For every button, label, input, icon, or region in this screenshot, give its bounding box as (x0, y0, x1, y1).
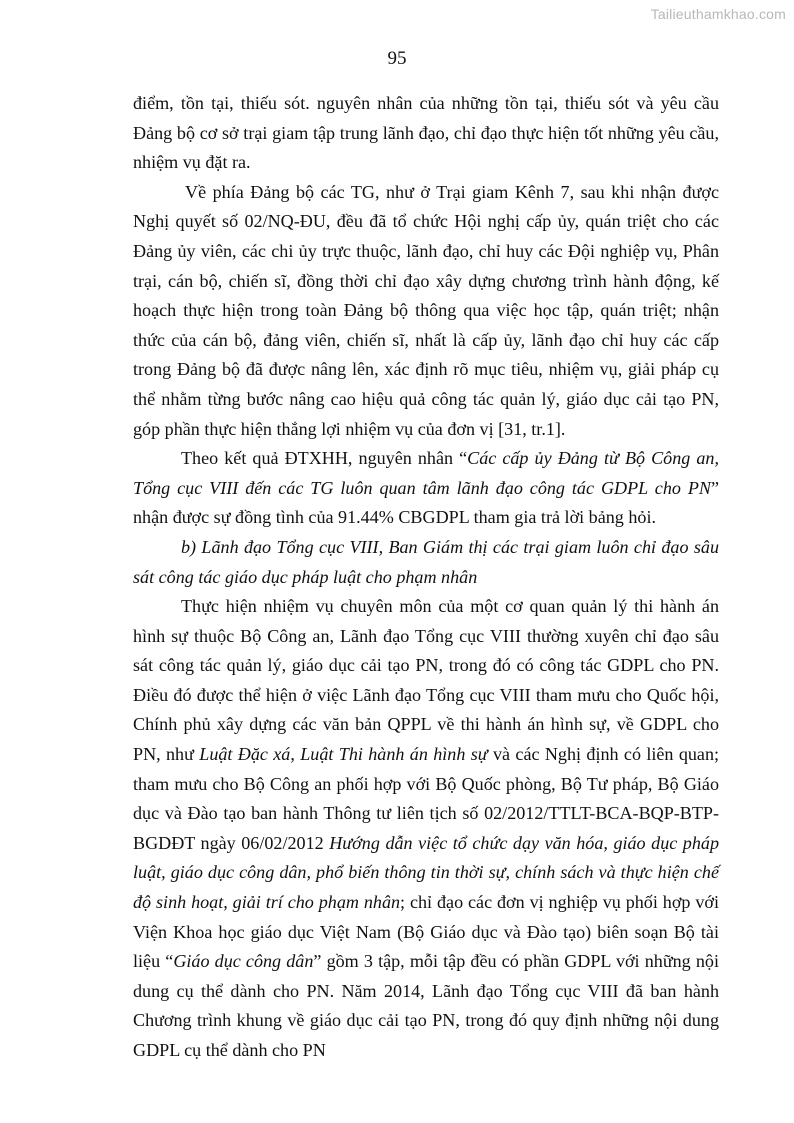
paragraph-2: Về phía Đảng bộ các TG, như ở Trại giam Kênh 7, sau khi nhận được Nghị quyết số 02/NQ-ĐU, đều đã tổ chức Hội nghị cấp ủy, quán triệt cho các Đảng ủy viên, các chi ủy trực thuộc, lãnh đạo, chỉ huy các Đội nghiệp vụ, Phân trại, cán bộ, chiến sĩ, đồng thời chỉ đạo xây dựng chương trình hành động, kế hoạch thực hiện trong toàn Đảng bộ thông qua việc học tập, quán triệt; nhận thức của cán bộ, đảng viên, chiến sĩ, nhất là cấp ủy, lãnh đạo chỉ huy các cấp trong Đảng bộ đã được nâng lên, xác định rõ mục tiêu, nhiệm vụ, giải pháp cụ thể nhằm từng bước nâng cao hiệu quả công tác quản lý, giáo dục cải tạo PN, góp phần thực hiện thắng lợi nhiệm vụ của đơn vị [31, tr.1]. (133, 181, 719, 439)
separator-text: , (290, 744, 301, 765)
circular-title: Hướng dẫn việc tổ chức dạy văn hóa, giáo dục pháp luật, giáo dục công dân, phổ biến thông tin thời sự, chính sách và thực hiện chế độ sinh hoạt, giải trí cho phạm nhân (133, 832, 719, 913)
law-title-amnesty: Luật Đặc xá (199, 744, 291, 765)
paragraph-4 (133, 592, 719, 1066)
law-title-criminal-judgment: Luật Thi hành án hình sự (300, 744, 488, 765)
page-number: 95 (387, 48, 407, 69)
paragraph-4-text-2: và các Nghị định có liên quan; tham mưu cho Bộ Công an phối hợp với Bộ Quốc phòng, Bộ Tư pháp, Bộ Giáo dục và Đào tạo ban hành Thông tư liên tịch số 02/2012/TTLT-BCA-BQP-BTP-BGDĐT ngày 06/02/2012 (133, 744, 720, 853)
section-heading-b-text: b) Lãnh đạo Tổng cục VIII, Ban Giám thị các trại giam luôn chỉ đạo sâu sát công tác giáo dục pháp luật cho phạm nhân (133, 536, 719, 587)
watermark: Tailieuthamkhao.com (650, 6, 786, 22)
paragraph-3-quote: Các cấp ủy Đảng từ Bộ Công an, Tổng cục VIII đến các TG luôn quan tâm lãnh đạo công tác GDPL cho PN (133, 448, 720, 498)
paragraph-3-text: Theo kết quả ĐTXHH, nguyên nhân “ (181, 448, 468, 469)
paragraph-4-text-4: ” gồm 3 tập, mỗi tập đều có phần GDPL với những nội dung cụ thể dành cho PN. Năm 2014, Lãnh đạo Tổng cục VIII đã ban hành Chương trình khung về giáo dục cải tạo PN, trong đó quy định những nội dung GDPL cụ thể dành cho PN (133, 951, 719, 1060)
paragraph-4-text: Thực hiện nhiệm vụ chuyên môn của một cơ quan quản lý thi hành án hình sự thuộc Bộ Công an, Lãnh đạo Tổng cục VIII thường xuyên chỉ đạo sâu sát công tác quản lý, giáo dục cải tạo PN, trong đó có công tác GDPL cho PN. Điều đó được thể hiện ở việc Lãnh đạo Tổng cục VIII tham mưu cho Quốc hội, Chính phủ xây dựng các văn bản QPPL về thi hành án hình sự, về GDPL cho PN, như (133, 596, 719, 765)
section-heading-b (133, 533, 719, 592)
document-body (133, 89, 719, 1066)
paragraph-3 (133, 444, 719, 533)
book-title: Giáo dục công dân (173, 951, 314, 972)
paragraph-4-text-3: ; chỉ đạo các đơn vị nghiệp vụ phối hợp với Viện Khoa học giáo dục Việt Nam (Bộ Giáo dục và Đào tạo) biên soạn Bộ tài liệu “ (133, 892, 719, 972)
paragraph-3-text-end: ” nhận được sự đồng tình của 91.44% CBGDPL tham gia trả lời bảng hỏi. (133, 477, 719, 528)
paragraph-1: điểm, tồn tại, thiếu sót. nguyên nhân của những tồn tại, thiếu sót và yêu cầu Đảng bộ cơ sở trại giam tập trung lãnh đạo, chỉ đạo thực hiện tốt những yêu cầu, nhiệm vụ đặt ra. (133, 93, 719, 173)
